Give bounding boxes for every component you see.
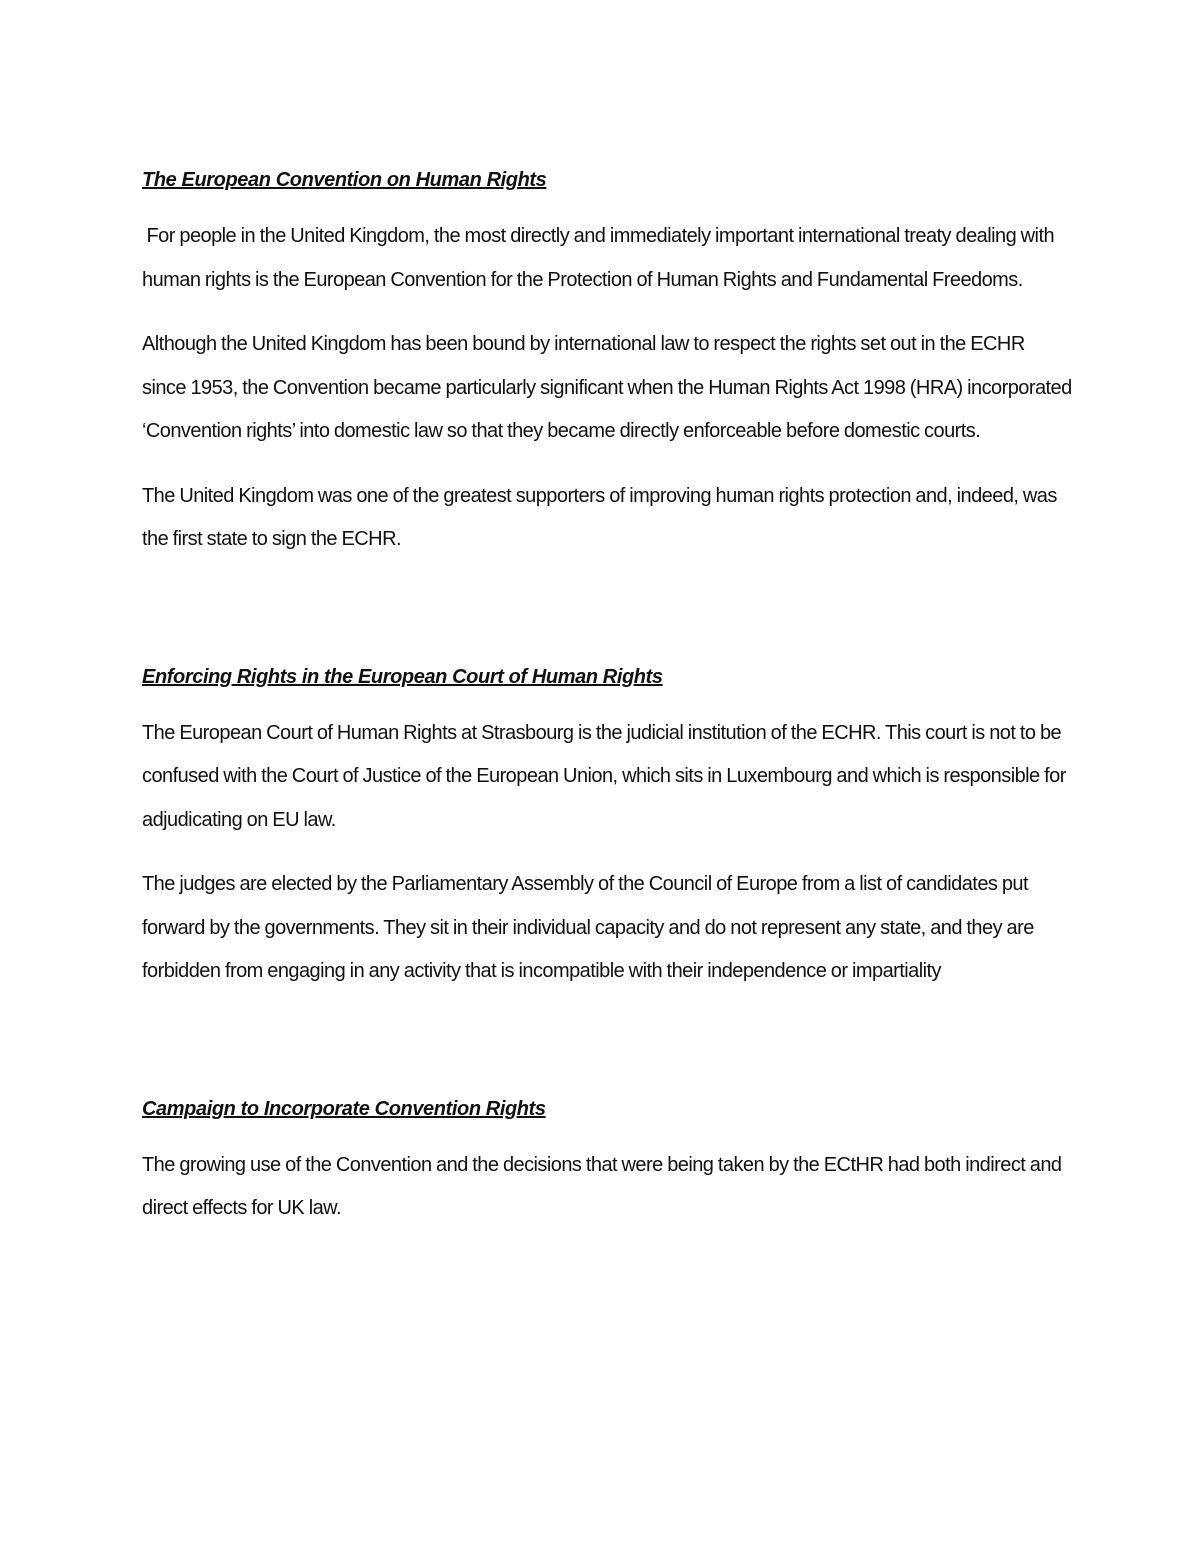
- paragraph: The judges are elected by the Parliamentary Assembly of the Council of Europe from a list of candidates put forward by the governments. They sit in their individual capacity and do not represent any state, and they are forbidden from engaging in any activity that is incompatible with their independence or impartiality: [142, 873, 1034, 982]
- section-enforcing-rights: [142, 662, 1072, 994]
- section-campaign: [142, 1094, 1072, 1231]
- paragraph: The growing use of the Convention and the decisions that were being taken by the ECtHR had both indirect and direct effects for UK law.: [142, 1153, 1062, 1219]
- document-page: [142, 165, 1072, 1231]
- section-heading: The European Convention on Human Rights: [142, 169, 547, 191]
- section-heading: Enforcing Rights in the European Court of Human Rights: [142, 665, 663, 688]
- paragraph: For people in the United Kingdom, the most directly and immediately important international treaty dealing with human rights is the European Convention for the Protection of Human Rights and Fundamental Freedoms.: [142, 225, 1059, 291]
- section-echr: [142, 165, 1072, 562]
- paragraph: The European Court of Human Rights at Strasbourg is the judicial institution of the ECHR. This court is not to be confused with the Court of Justice of the European Union, which sits in Luxembourg and which is responsible for adjudicating on EU law.: [142, 721, 1066, 831]
- section-heading: Campaign to Incorporate Convention Rights: [142, 1097, 546, 1120]
- paragraph: The United Kingdom was one of the greatest supporters of improving human rights protection and, indeed, was the first state to sign the ECHR.: [142, 484, 1057, 550]
- paragraph: Although the United Kingdom has been bound by international law to respect the rights set out in the ECHR since 1953, the Convention became particularly significant when the Human Rights Act 1998 (HRA) incorporated ‘Convention rights’ into domestic law so that they became directly enforceable before domestic courts.: [142, 333, 1072, 442]
